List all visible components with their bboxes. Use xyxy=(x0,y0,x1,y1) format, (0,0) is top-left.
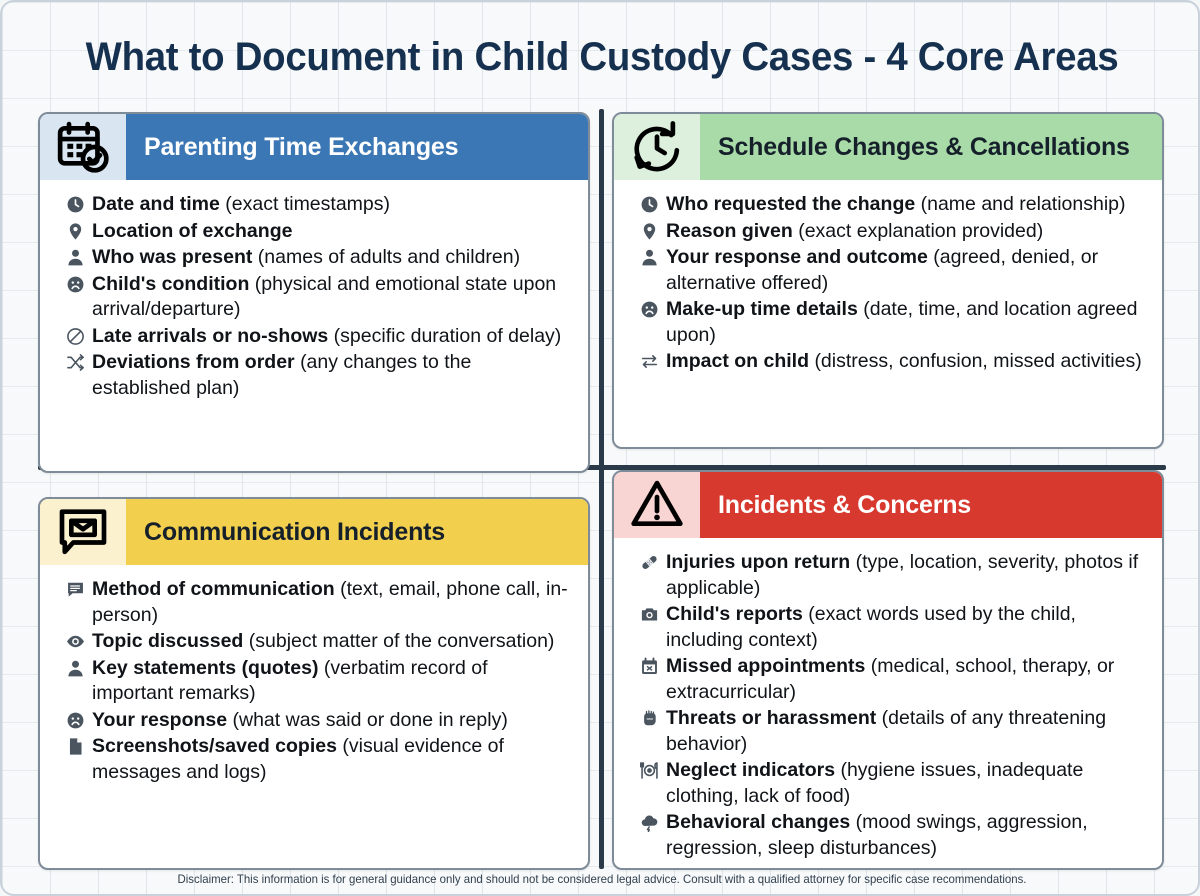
card-title-incidents-concerns: Incidents & Concerns xyxy=(700,472,1162,538)
list-item xyxy=(58,245,574,271)
list-item xyxy=(58,629,574,655)
document-icon xyxy=(58,734,92,760)
list-item-text xyxy=(666,349,1148,375)
list-item-label: Who requested the change xyxy=(666,193,916,215)
calendar-x-icon xyxy=(632,654,666,680)
list-item-detail: (hygiene issues, inadequate clothing, lack of food) xyxy=(666,759,1084,807)
calendar-check-icon xyxy=(40,114,126,180)
bandage-icon xyxy=(632,550,666,576)
list-item-label: Topic discussed xyxy=(92,630,244,652)
list-item-detail: (exact timestamps) xyxy=(225,193,390,215)
list-item-text xyxy=(92,734,574,785)
list-item-label: Reason given xyxy=(666,219,793,242)
list-item-label: Injuries upon return xyxy=(666,551,851,573)
list-item-detail: (mood swings, aggression, regression, sleep disturbances) xyxy=(666,811,1088,859)
list-item-detail: (names of adults and children) xyxy=(257,246,521,268)
card-header-incidents-concerns xyxy=(614,472,1162,538)
eye-icon xyxy=(58,629,92,655)
list-item xyxy=(632,758,1148,809)
fist-icon xyxy=(632,706,666,732)
list-item-text xyxy=(92,272,574,323)
list-item xyxy=(58,350,574,401)
list-item xyxy=(632,192,1148,218)
person-icon xyxy=(58,245,92,271)
list-item xyxy=(632,654,1148,705)
list-item-label: Method of communication xyxy=(92,578,335,600)
list-item-text xyxy=(666,654,1148,705)
list-item xyxy=(632,349,1148,375)
list-item-text xyxy=(92,324,574,350)
list-item-text xyxy=(666,297,1148,348)
list-item-label: Your response xyxy=(92,708,228,731)
list-item-label: Missed appointments xyxy=(666,655,866,677)
list-item-detail: (what was said or done in reply) xyxy=(232,708,508,731)
list-item xyxy=(58,656,574,707)
list-item-detail: (agreed, denied, or alternative offered) xyxy=(666,246,1099,294)
list-item-text xyxy=(92,192,574,218)
list-item-text xyxy=(92,245,574,271)
quadrant-card-communication-incidents xyxy=(38,497,590,870)
card-title-schedule-changes-cancellations: Schedule Changes & Cancellations xyxy=(700,114,1162,180)
storm-cloud-icon xyxy=(632,810,666,836)
prohibited-icon xyxy=(58,324,92,350)
list-item-label: Date and time xyxy=(92,193,220,215)
card-title-communication-incidents: Communication Incidents xyxy=(126,499,588,565)
sad-face-icon xyxy=(632,297,666,323)
list-item xyxy=(632,706,1148,757)
list-item-label: Late arrivals or no-shows xyxy=(92,324,329,347)
warning-triangle-icon xyxy=(614,472,700,538)
list-item-detail: (date, time, and location agreed upon) xyxy=(666,298,1138,346)
card-header-communication-incidents xyxy=(40,499,588,565)
map-pin-icon xyxy=(632,219,666,245)
clock-icon xyxy=(58,192,92,218)
list-item-label: Neglect indicators xyxy=(666,759,836,781)
list-item-text xyxy=(666,810,1148,861)
list-item-label: Key statements (quotes) xyxy=(92,656,319,679)
person-icon xyxy=(58,656,92,682)
list-item-detail: (distress, confusion, missed activities) xyxy=(814,350,1142,372)
list-item-label: Impact on child xyxy=(666,350,810,372)
list-item-detail: (specific duration of delay) xyxy=(333,324,562,347)
list-item-text xyxy=(666,219,1148,245)
list-item xyxy=(632,297,1148,348)
card-header-schedule-changes-cancellations xyxy=(614,114,1162,180)
comment-icon xyxy=(58,577,92,603)
list-item-label: Child's reports xyxy=(666,603,803,625)
vertical-divider xyxy=(599,109,604,869)
sad-face-icon xyxy=(58,272,92,298)
list-item-label: Who was present xyxy=(92,246,253,268)
list-item-detail: (verbatim record of important remarks) xyxy=(92,656,488,704)
map-pin-icon xyxy=(58,219,92,245)
list-item-detail: (exact words used by the child, including context) xyxy=(666,603,1076,651)
list-item-text xyxy=(92,350,574,401)
bullet-list-communication-incidents xyxy=(40,565,588,796)
list-item-label: Child's condition xyxy=(92,272,250,295)
sad-face-icon xyxy=(58,708,92,734)
list-item xyxy=(58,734,574,785)
list-item-detail: (name and relationship) xyxy=(920,193,1126,215)
list-item-text xyxy=(92,708,574,734)
list-item xyxy=(58,272,574,323)
list-item-label: Location of exchange xyxy=(92,219,293,242)
quadrant-card-schedule-changes-cancellations xyxy=(612,112,1164,449)
list-item-text xyxy=(92,219,574,245)
exchange-icon xyxy=(632,349,666,375)
card-header-parenting-time-exchanges xyxy=(40,114,588,180)
clock-icon xyxy=(632,192,666,218)
list-item-detail: (details of any threatening behavior) xyxy=(666,707,1107,755)
list-item xyxy=(632,245,1148,296)
list-item-label: Deviations from order xyxy=(92,351,295,373)
list-item-label: Your response and outcome xyxy=(666,246,928,268)
page-title: What to Document in Child Custody Cases - 4 Core Areas xyxy=(85,35,1119,79)
list-item xyxy=(58,708,574,734)
list-item-text xyxy=(92,629,574,655)
list-item-detail: (visual evidence of messages and logs) xyxy=(92,735,504,783)
list-item-text xyxy=(666,550,1148,601)
list-item-label: Behavioral changes xyxy=(666,811,851,833)
shuffle-icon xyxy=(58,350,92,376)
list-item-text xyxy=(92,577,574,628)
list-item-detail: (medical, school, therapy, or extracurricular) xyxy=(666,655,1115,703)
list-item-detail: (type, location, severity, photos if applicable) xyxy=(666,551,1139,599)
list-item xyxy=(632,550,1148,601)
list-item xyxy=(632,219,1148,245)
list-item-detail: (exact explanation provided) xyxy=(798,219,1044,242)
list-item-detail: (any changes to the established plan) xyxy=(92,351,472,399)
list-item-text xyxy=(92,656,574,707)
list-item-text xyxy=(666,602,1148,653)
envelope-message-icon xyxy=(40,499,126,565)
person-icon xyxy=(632,245,666,271)
clock-rotate-icon xyxy=(614,114,700,180)
list-item-text xyxy=(666,192,1148,218)
utensils-icon xyxy=(632,758,666,784)
list-item xyxy=(58,577,574,628)
list-item xyxy=(58,192,574,218)
bullet-list-incidents-concerns xyxy=(614,538,1162,870)
quadrant-card-incidents-concerns xyxy=(612,470,1164,870)
list-item-label: Make-up time details xyxy=(666,298,858,320)
list-item xyxy=(632,602,1148,653)
list-item xyxy=(632,810,1148,861)
bullet-list-schedule-changes-cancellations xyxy=(614,180,1162,386)
card-title-parenting-time-exchanges: Parenting Time Exchanges xyxy=(126,114,588,180)
list-item-label: Screenshots/saved copies xyxy=(92,735,337,757)
quadrant-card-parenting-time-exchanges xyxy=(38,112,590,473)
list-item-detail: (text, email, phone call, in-person) xyxy=(92,578,568,626)
camera-icon xyxy=(632,602,666,628)
bullet-list-parenting-time-exchanges xyxy=(40,180,588,412)
list-item-detail: (physical and emotional state upon arrival/departure) xyxy=(92,272,557,320)
list-item xyxy=(58,324,574,350)
list-item-label: Threats or harassment xyxy=(666,707,877,729)
list-item-text xyxy=(666,245,1148,296)
list-item xyxy=(58,219,574,245)
list-item-detail: (subject matter of the conversation) xyxy=(248,630,555,652)
disclaimer-text: Disclaimer: This information is for general guidance only and should not be considered legal advice. Consult with a qualified attorney for specific case recommendations. xyxy=(177,872,1027,886)
list-item-text xyxy=(666,706,1148,757)
list-item-text xyxy=(666,758,1148,809)
